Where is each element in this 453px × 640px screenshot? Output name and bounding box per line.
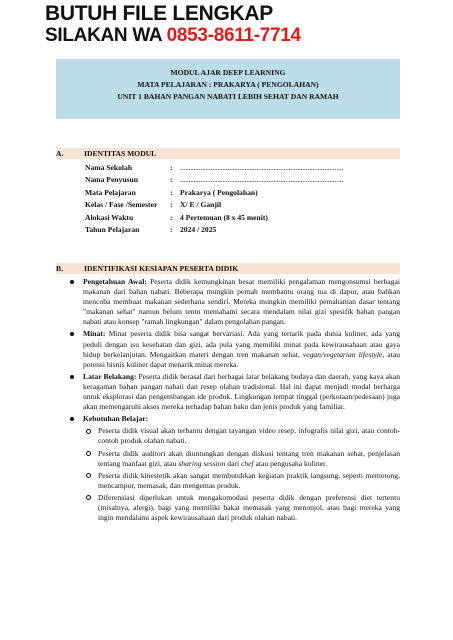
identity-value: Prakarya ( Pengolahan) xyxy=(180,187,258,197)
bullet-text-italic: vegan/vegetarian lifestyle xyxy=(302,349,383,359)
section-a-letter: A. xyxy=(56,149,64,158)
sub-item-text: Diferensiasi diperlukan untuk mengakomodasi peserta didik dengan preferensi diet tertentu (misalnya, alergi), bagi yang memiliki bakat memasak yang menonjol, atau bagi mereka yang ingin mendalami aspek kewirausahaan dari produk olahan nabati. xyxy=(98,492,400,523)
sub-item-text: Peserta didik kinestetik akan sangat membutuhkan kegiatan praktik langsung, seperti memotong, mencampur, memasak, dan mengemas produk. xyxy=(98,470,400,490)
identity-label: Kelas / Fase /Semester xyxy=(85,200,158,210)
identity-colon: : xyxy=(170,224,173,234)
bullet-icon xyxy=(70,375,74,379)
section-a-heading xyxy=(56,148,400,159)
module-title: MODUL AJAR DEEP LEARNING xyxy=(170,68,286,77)
sub-item-text: Peserta didik auditori akan diuntungkan dengan diskusi tentang tren makanan sehat, penjelasan tentang manfaat gizi, atau xyxy=(98,448,400,468)
section-b-title: IDENTIFIKASI KESIAPAN PESERTA DIDIK xyxy=(84,264,239,273)
identity-row-class xyxy=(85,199,400,211)
sub-list-item xyxy=(68,449,400,469)
identity-colon: : xyxy=(170,212,173,222)
identity-value: 2024 / 2025 xyxy=(180,224,217,234)
circle-bullet-icon xyxy=(86,429,91,434)
bullet-text: , atau potensi bisnis kuliner dapat menarik minat mereka. xyxy=(83,349,400,369)
sub-list-item xyxy=(68,471,400,491)
sub-item-text: atau pengusaha kuliner. xyxy=(253,458,328,468)
identity-row-year xyxy=(85,224,400,236)
sub-item-text: Peserta didik visual akan terbantu dengan tayangan video resep, infografis nilai gizi, atau contoh-contoh produk olahan nabati. xyxy=(98,426,400,446)
list-item xyxy=(68,372,400,412)
section-a-title: IDENTITAS MODUL xyxy=(84,149,157,158)
bullet-label: Latar Belakang: xyxy=(83,371,137,381)
promo-phone-number: 0853-8611-7714 xyxy=(166,25,301,46)
identity-row-school xyxy=(85,162,400,174)
identity-label: Nama Penyusun xyxy=(85,175,138,185)
identity-label: Nama Sekolah xyxy=(85,163,133,172)
bullet-label: Kebutuhan Belajar: xyxy=(83,414,149,424)
identity-colon: : xyxy=(170,187,173,197)
sub-item-italic: sharing session xyxy=(178,458,226,468)
identity-value: ................................................................................................ xyxy=(180,175,344,185)
circle-bullet-icon xyxy=(86,473,91,478)
identity-row-author xyxy=(85,174,400,186)
list-item xyxy=(68,329,400,369)
readiness-list xyxy=(68,277,400,525)
bullet-icon xyxy=(70,332,74,336)
identity-row-subject xyxy=(85,187,400,199)
sub-item-text: dari xyxy=(225,458,241,468)
identity-label: Tahun Pelajaran xyxy=(85,224,140,234)
bullet-text: Peserta didik kemungkinan besar memiliki pengalaman mengonsumsi berbagai makanan dari bahan nabati. Beberapa mungkin pernah membantu orang tua di dapur, atau bahkan mencoba membuat makanan sederhana sendiri. Mereka mungkin memiliki pemahaman dasar tentang "makanan sehat" namun belum tentu memahami secara mendalam nilai gizi spesifik bahan pangan nabati atau konsep "ramah lingkungan" dalam pengolahan pangan. xyxy=(83,277,400,327)
identity-label: Mata Pelajaran xyxy=(85,187,136,197)
bullet-text: Peserta didik berasal dari berbagai latar belakang budaya dan daerah, yang kaya akan keragaman bahan pangan nabati dan resep olahan tradisional. Hal ini dapat menjadi modal berharga untuk eksplorasi dan pengembangan ide produk. Lingkungan tempat tinggal (perkotaan/pedesaan) juga akan memengaruhi akses mereka terhadap bahan baku dan jenis produk yang familiar. xyxy=(83,371,400,412)
module-subject: MATA PELAJARAN : PRAKARYA ( PENGOLAHAN) xyxy=(137,80,319,89)
sub-list-item xyxy=(68,493,400,523)
promo-title: BUTUH FILE LENGKAP xyxy=(45,2,273,25)
section-b-heading xyxy=(56,263,400,274)
module-header-box xyxy=(56,59,400,119)
bullet-label: Minat: xyxy=(83,329,106,339)
module-unit: UNIT 1 BAHAN PANGAN NABATI LEBIH SEHAT DAN RAMAH xyxy=(117,92,339,101)
identity-colon: : xyxy=(170,175,173,185)
identity-label: Alokasi Waktu xyxy=(85,212,134,222)
list-item xyxy=(68,414,400,424)
promo-contact xyxy=(45,25,301,47)
identity-colon: : xyxy=(170,163,173,172)
identity-value: ................................................................................................ xyxy=(180,163,344,172)
bullet-icon xyxy=(70,280,74,284)
identity-table xyxy=(85,162,400,236)
bullet-text: Minat peserta didik bisa sangat bervariasi. Ada yang tertarik pada dunia kuliner, ada yang peduli dengan isu kesehatan dan gizi, ada pula yang memiliki minat pada kewirausahaan atau gaya hidup berkelanjutan. Mengaitkan materi dengan tren makanan sehat, xyxy=(83,329,400,359)
section-b-letter: B. xyxy=(56,264,63,273)
bullet-label: Pengetahuan Awal: xyxy=(83,277,147,286)
bullet-icon xyxy=(70,417,74,421)
list-item xyxy=(68,277,400,327)
sub-item-italic: chef xyxy=(241,458,254,468)
circle-bullet-icon xyxy=(86,495,91,500)
identity-row-time xyxy=(85,212,400,224)
identity-value: X/ E / Ganjil xyxy=(180,200,222,210)
identity-colon: : xyxy=(170,200,173,210)
promo-contact-prefix: SILAKAN WA xyxy=(45,25,167,46)
identity-value: 4 Pertemuan (8 x 45 menit) xyxy=(180,212,268,222)
circle-bullet-icon xyxy=(86,451,91,456)
sub-list-item xyxy=(68,426,400,446)
